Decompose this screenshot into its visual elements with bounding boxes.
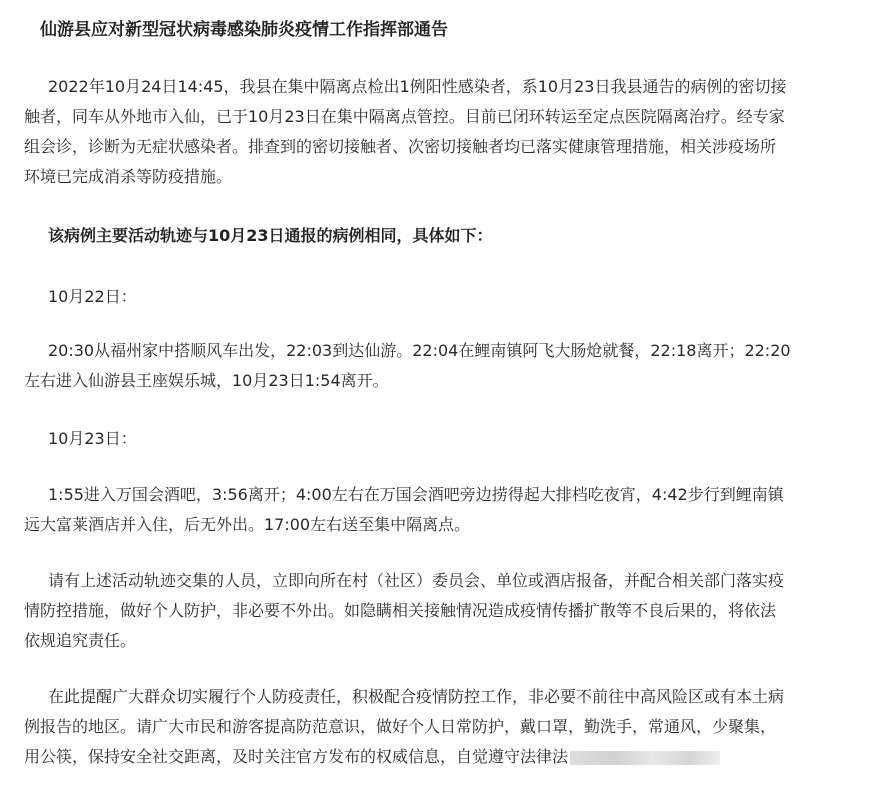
reminder-line-last bbox=[24, 742, 864, 772]
day1-paragraph bbox=[24, 336, 864, 396]
intro-line: 环境已完成消杀等防疫措施。 bbox=[24, 167, 233, 186]
intro-line: 2022年10月24日14:45，我县在集中隔离点检出1例阳性感染者，系10月23日我县通告的病例的密切接 bbox=[48, 77, 787, 96]
reminder-line-text: 用公筷，保持安全社交距离，及时关注官方发布的权威信息，自觉遵守法律法 bbox=[24, 747, 569, 766]
document-title: 仙游县应对新型冠状病毒感染肺炎疫情工作指挥部通告 bbox=[40, 20, 448, 40]
notice-line: 依规追究责任。 bbox=[24, 631, 137, 650]
day2-paragraph bbox=[24, 480, 864, 540]
day2-label bbox=[24, 424, 864, 454]
day1-line: 左右进入仙游县王座娱乐城，10月23日1:54离开。 bbox=[24, 371, 389, 390]
day1-label bbox=[24, 282, 864, 312]
intro-line: 触者，同车从外地市入仙，已于10月23日在集中隔离点管控。目前已闭环转运至定点医院隔离治疗。经专家 bbox=[24, 107, 785, 126]
intro-line: 组会诊，诊断为无症状感染者。排查到的密切接触者、次密切接触者均已落实健康管理措施，相关涉疫场所 bbox=[24, 137, 777, 156]
reminder-line: 例报告的地区。请广大市民和游客提高防范意识，做好个人日常防护，戴口罩，勤洗手，常通风，少聚集， bbox=[24, 717, 777, 736]
notice-paragraph bbox=[24, 566, 864, 656]
blurred-text-region bbox=[570, 751, 720, 765]
trajectory-heading bbox=[24, 221, 864, 251]
trajectory-heading-text: 该病例主要活动轨迹与10月23日通报的病例相同，具体如下： bbox=[48, 226, 493, 245]
notice-line: 情防控措施，做好个人防护，非必要不外出。如隐瞒相关接触情况造成疫情传播扩散等不良后果的，将依法 bbox=[24, 601, 777, 620]
reminder-line: 在此提醒广大群众切实履行个人防疫责任，积极配合疫情防控工作，非必要不前往中高风险区或有本土病 bbox=[48, 687, 785, 706]
day2-line: 远大富莱酒店并入住，后无外出。17:00左右送至集中隔离点。 bbox=[24, 515, 471, 534]
notice-line: 请有上述活动轨迹交集的人员，立即向所在村（社区）委员会、单位或酒店报备，并配合相关部门落实疫 bbox=[48, 571, 785, 590]
intro-paragraph bbox=[24, 72, 864, 192]
day1-label-text: 10月22日： bbox=[48, 287, 137, 306]
day1-line: 20:30从福州家中搭顺风车出发，22:03到达仙游。22:04在鲤南镇阿飞大肠炝就餐，22:18离开；22:20 bbox=[48, 341, 791, 360]
day2-line: 1:55进入万国会酒吧，3:56离开；4:00左右在万国会酒吧旁边捞得起大排档吃夜宵，4:42步行到鲤南镇 bbox=[48, 485, 784, 504]
reminder-paragraph bbox=[24, 682, 864, 772]
day2-label-text: 10月23日： bbox=[48, 429, 137, 448]
